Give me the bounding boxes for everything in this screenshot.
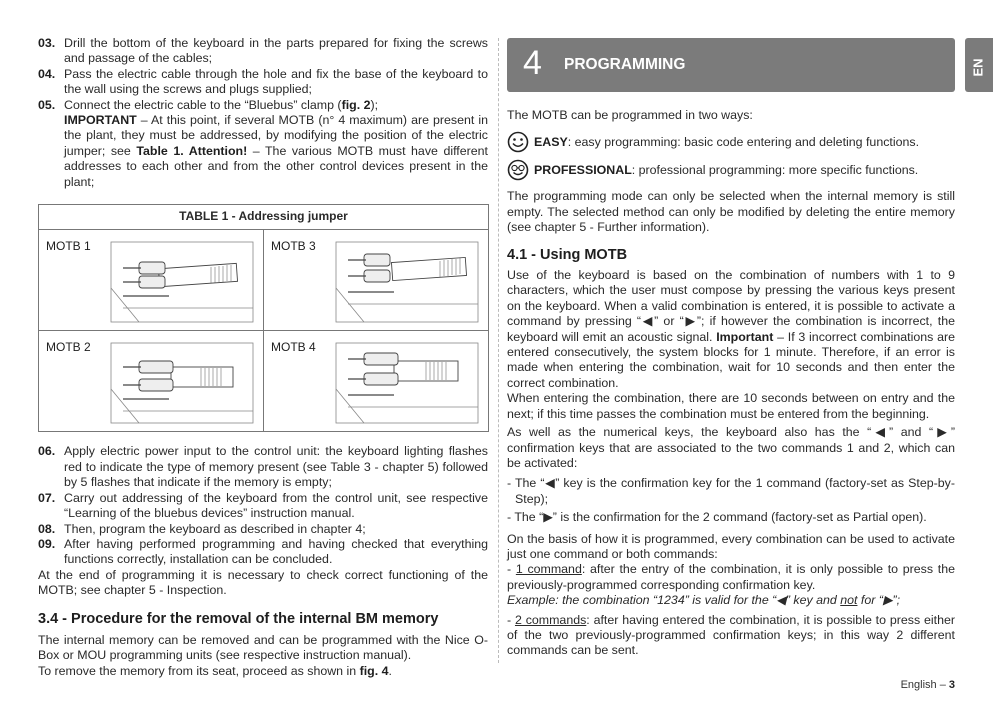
section-paragraph: The internal memory can be removed and can be programmed with the Nice O-Box or MOU programming units (see respective instruction manual).	[38, 632, 488, 663]
left-column	[38, 36, 488, 679]
step-text: Carry out addressing of the keyboard from the control unit, see respective “Learning of the bluebus devices” instruction manual.	[64, 490, 488, 521]
cell-label: MOTB 2	[46, 340, 91, 355]
section-title: 3.4 - Procedure for the removal of the internal BM memory	[38, 610, 439, 627]
smiley-icon	[507, 131, 529, 153]
table-cell-motb3	[263, 230, 488, 330]
section-paragraph	[38, 664, 488, 679]
important-part: – The various MOTB must have different addresses to each other and from the other control devices present in the plant;	[64, 143, 488, 189]
cell-label: MOTB 1	[46, 239, 91, 254]
paragraph-part: Use of the keyboard is based on the combination of numbers with 1 to 9 characters, which the user must compose by pressing the various keys present on the keyboard. When a valid combination is entered, it is possible to activate a command by pressing “◀” or “▶”; if however the combination is incorrect, the keyboard will emit an acoustic signal.	[507, 268, 955, 344]
language-tab	[965, 38, 993, 92]
important-part: – At this point, if several MOTB (n° 4 maximum) are present in the plant, they must be addressed, by modifying the position of the electric jumper; see	[64, 113, 488, 158]
step-number: 05.	[38, 97, 56, 112]
step-07	[38, 491, 488, 522]
timing-paragraph: When entering the combination, there are 10 seconds between on entry and the next; if this time passes the combination must be entered from the beginning.	[507, 391, 955, 421]
step-08	[38, 522, 488, 537]
jumper-illustration	[109, 339, 257, 427]
column-divider	[498, 38, 499, 663]
step-06	[38, 444, 488, 490]
option-text: : after the entry of the combination, it is only possible to press the previously-programmed corresponding confirmation key.	[507, 562, 955, 592]
step-text: Drill the bottom of the keyboard in the parts prepared for fixing the screws and passage of the cables;	[64, 36, 488, 66]
table-cell-motb2	[39, 331, 263, 431]
example-part: for “▶”;	[857, 593, 901, 608]
paragraph-part: – If 3 incorrect combinations are entered consecutively, the system blocks for 1 minute. Therefore, if an error is made when entering the combination, wait for 10 seconds and then enter the correct combination.	[507, 329, 955, 390]
figure-ref: fig. 4	[359, 663, 389, 678]
step-number: 03.	[38, 36, 56, 50]
attention-label: Attention!	[183, 143, 248, 158]
step-text: After having performed programming and having checked that everything functions correctly, installation can be concluded.	[64, 536, 488, 567]
important-label: IMPORTANT	[64, 113, 137, 128]
mode-paragraph: The programming mode can only be selected when the internal memory is still empty. The selected method can only be modified by deleting the entire memory (see chapter 5 - Further information).	[507, 189, 955, 235]
option-one: - 1 command: after the entry of the combination, it is only possible to press the previously-programmed corresponding confirmation key.	[507, 562, 955, 592]
option-text: : after having entered the combination, it is possible to press either of the two previously-programmed confirmation keys; in this way 2 different commands can be sent.	[507, 612, 955, 658]
cell-label: MOTB 3	[271, 239, 316, 254]
step-number: 09.	[38, 536, 56, 551]
usage-paragraph	[507, 268, 955, 391]
step-03	[38, 36, 488, 67]
pro-label: PROFESSIONAL	[534, 162, 632, 177]
step-text: Pass the electric cable through the hole and fix the base of the keyboard to the wall using the screws and plugs supplied;	[64, 66, 488, 97]
step-text	[64, 98, 488, 113]
step-number: 07.	[38, 490, 56, 505]
jumper-illustration	[334, 339, 482, 427]
end-paragraph: At the end of programming it is necessary to check correct functioning of the MOTB; see chapter 5 - Inspection.	[38, 567, 488, 598]
step-number: 08.	[38, 521, 56, 536]
step-text: Apply electric power input to the control unit: the keyboard lighting flashes red to indicate the type of memory present (see Table 3 - chapter 5) followed by 5 flashes that indicate if the memory is empty;	[64, 444, 488, 490]
step-text-part: );	[370, 97, 379, 112]
jumper-illustration	[334, 238, 482, 326]
mode-desc: : easy programming: basic code entering and deleting functions.	[567, 134, 920, 149]
example-line	[507, 593, 955, 608]
easy-text	[534, 135, 919, 150]
intro-paragraph: The MOTB can be programmed in two ways:	[507, 108, 753, 122]
pro-text	[534, 163, 918, 178]
page-number: 3	[948, 679, 955, 691]
page-footer	[901, 679, 955, 691]
step-04	[38, 67, 488, 98]
jumper-illustration	[109, 238, 257, 326]
important-label: Important	[716, 329, 774, 344]
options-paragraph: On the basis of how it is programmed, every combination can be used to activate just one command or both commands:	[507, 531, 955, 561]
option-two: - 2 commands: after having entered the combination, it is possible to press either of the two previously-programmed confirmation keys; in this way 2 different commands can be sent.	[507, 612, 955, 658]
section-title: 4.1 - Using MOTB	[507, 246, 628, 263]
table-ref: Table 1.	[136, 143, 184, 158]
example-not: not	[840, 593, 858, 608]
cell-label: MOTB 4	[271, 340, 316, 355]
option-label: 1 command	[515, 562, 582, 577]
important-text	[64, 113, 488, 190]
table-row	[39, 330, 488, 431]
bullet-item: - The “▶” is the confirmation for the 2 command (factory-set as Partial open).	[507, 510, 927, 525]
chapter-number: 4	[523, 44, 542, 82]
step-05	[38, 98, 488, 113]
table-cell-motb4	[263, 331, 488, 431]
step-text: Then, program the keyboard as described in chapter 4;	[64, 521, 366, 536]
paragraph-part: To remove the memory from its seat, proceed as shown in	[38, 663, 360, 678]
step-09	[38, 537, 488, 568]
bullet-item: - The “◀” key is the confirmation key for the 1 command (factory-set as Step-by-Step);	[507, 476, 955, 506]
step-number: 06.	[38, 444, 56, 459]
language-code: EN	[970, 58, 986, 77]
table-cell-motb1	[39, 230, 263, 330]
mode-desc: : professional programming: more specific functions.	[631, 162, 919, 177]
option-label: 2 commands	[514, 612, 587, 627]
right-column	[507, 108, 955, 659]
important-note	[38, 113, 488, 190]
footer-language: English –	[900, 679, 949, 691]
pro-mode-line	[507, 159, 955, 181]
step-text-part: Connect the electric cable to the “Bluebus” clamp (	[64, 97, 342, 112]
glasses-smiley-icon	[507, 159, 529, 181]
keys-paragraph: As well as the numerical keys, the keyboard also has the “◀” and “▶” confirmation keys that are associated to the two commands 1 and 2, which can be activated:	[507, 425, 955, 470]
step-number: 04.	[38, 66, 56, 81]
addressing-table	[38, 204, 489, 432]
chapter-title: PROGRAMMING	[564, 56, 686, 73]
easy-label: EASY	[534, 134, 568, 149]
paragraph-part: .	[388, 663, 392, 678]
easy-mode-line	[507, 131, 955, 153]
chapter-header	[507, 38, 955, 92]
table-title: TABLE 1 - Addressing jumper	[39, 205, 488, 230]
indent-spacer	[38, 113, 64, 190]
example-part: Example: the combination “1234” is valid for the “◀” key and	[507, 593, 841, 608]
figure-ref: fig. 2	[341, 97, 371, 112]
table-row	[39, 230, 488, 330]
